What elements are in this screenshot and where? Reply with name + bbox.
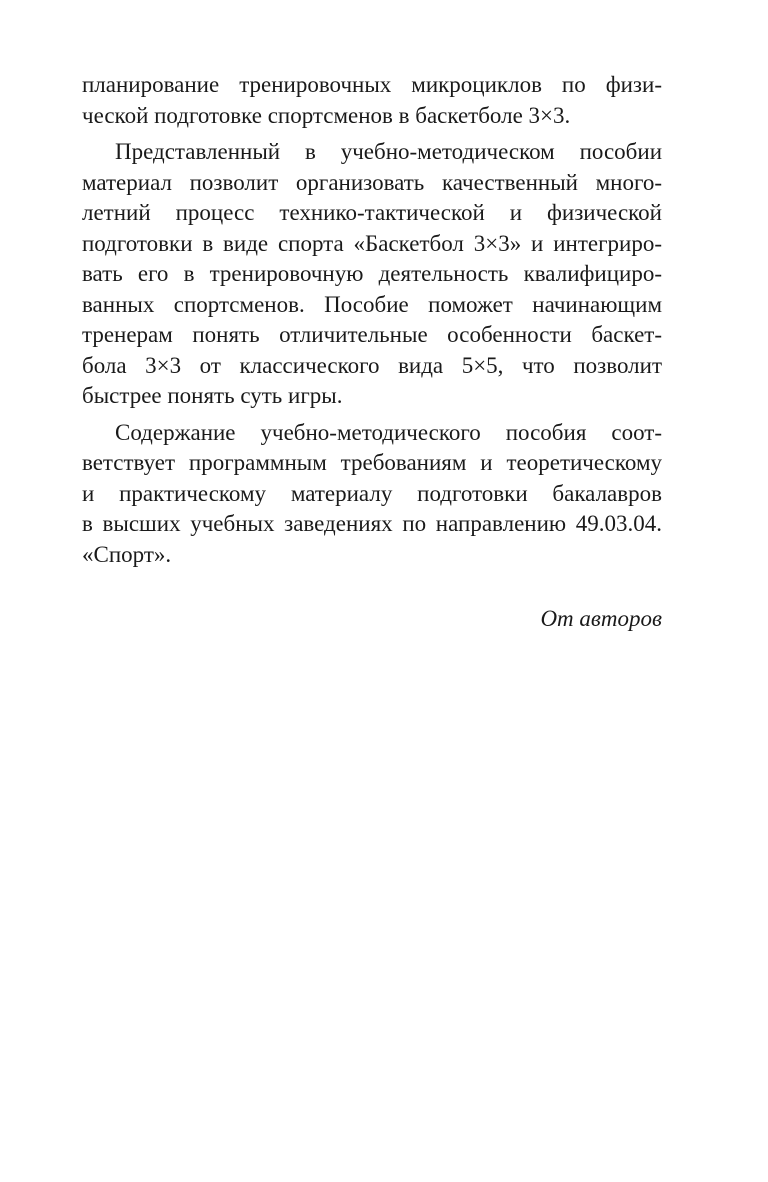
text-line: подготовки в виде спорта «Баскетбол 3×3» и интегриро- [82,230,662,256]
text-line: планирование тренировочных микроциклов по физи- [82,72,662,97]
author-signature: От авторов [540,606,662,631]
text-line: бола 3×3 от классического вида 5×5, что позволит [82,352,662,378]
paragraph-content-compliance [82,418,662,571]
text-line: и практическому материалу подготовки бакалавров [82,480,662,506]
text-line: «Спорт». [82,541,172,567]
text-line: быстрее понять суть игры. [82,383,343,408]
paragraph-continuation [82,70,662,131]
text-line: ветствует программным требованиям и теоретическому [82,450,662,475]
text-line: тренерам понять отличительные особенности баскет- [82,322,662,347]
text-line: летний процесс технико-тактической и физической [82,200,662,225]
text-line: ванных спортсменов. Пособие поможет начинающим [82,291,662,317]
text-line: Содержание учебно-методического пособия соот- [115,419,662,445]
text-line: материал позволит организовать качественный много- [82,169,662,195]
text-line: ческой подготовке спортсменов в баскетболе 3×3. [82,102,571,128]
document-page [82,70,662,634]
text-line: вать его в тренировочную деятельность квалифициро- [82,261,662,286]
text-line: Представленный в учебно-методическом пособии [115,139,662,164]
paragraph-material-description [82,137,662,412]
text-line: в высших учебных заведениях по направлению 49.03.04. [82,511,662,536]
